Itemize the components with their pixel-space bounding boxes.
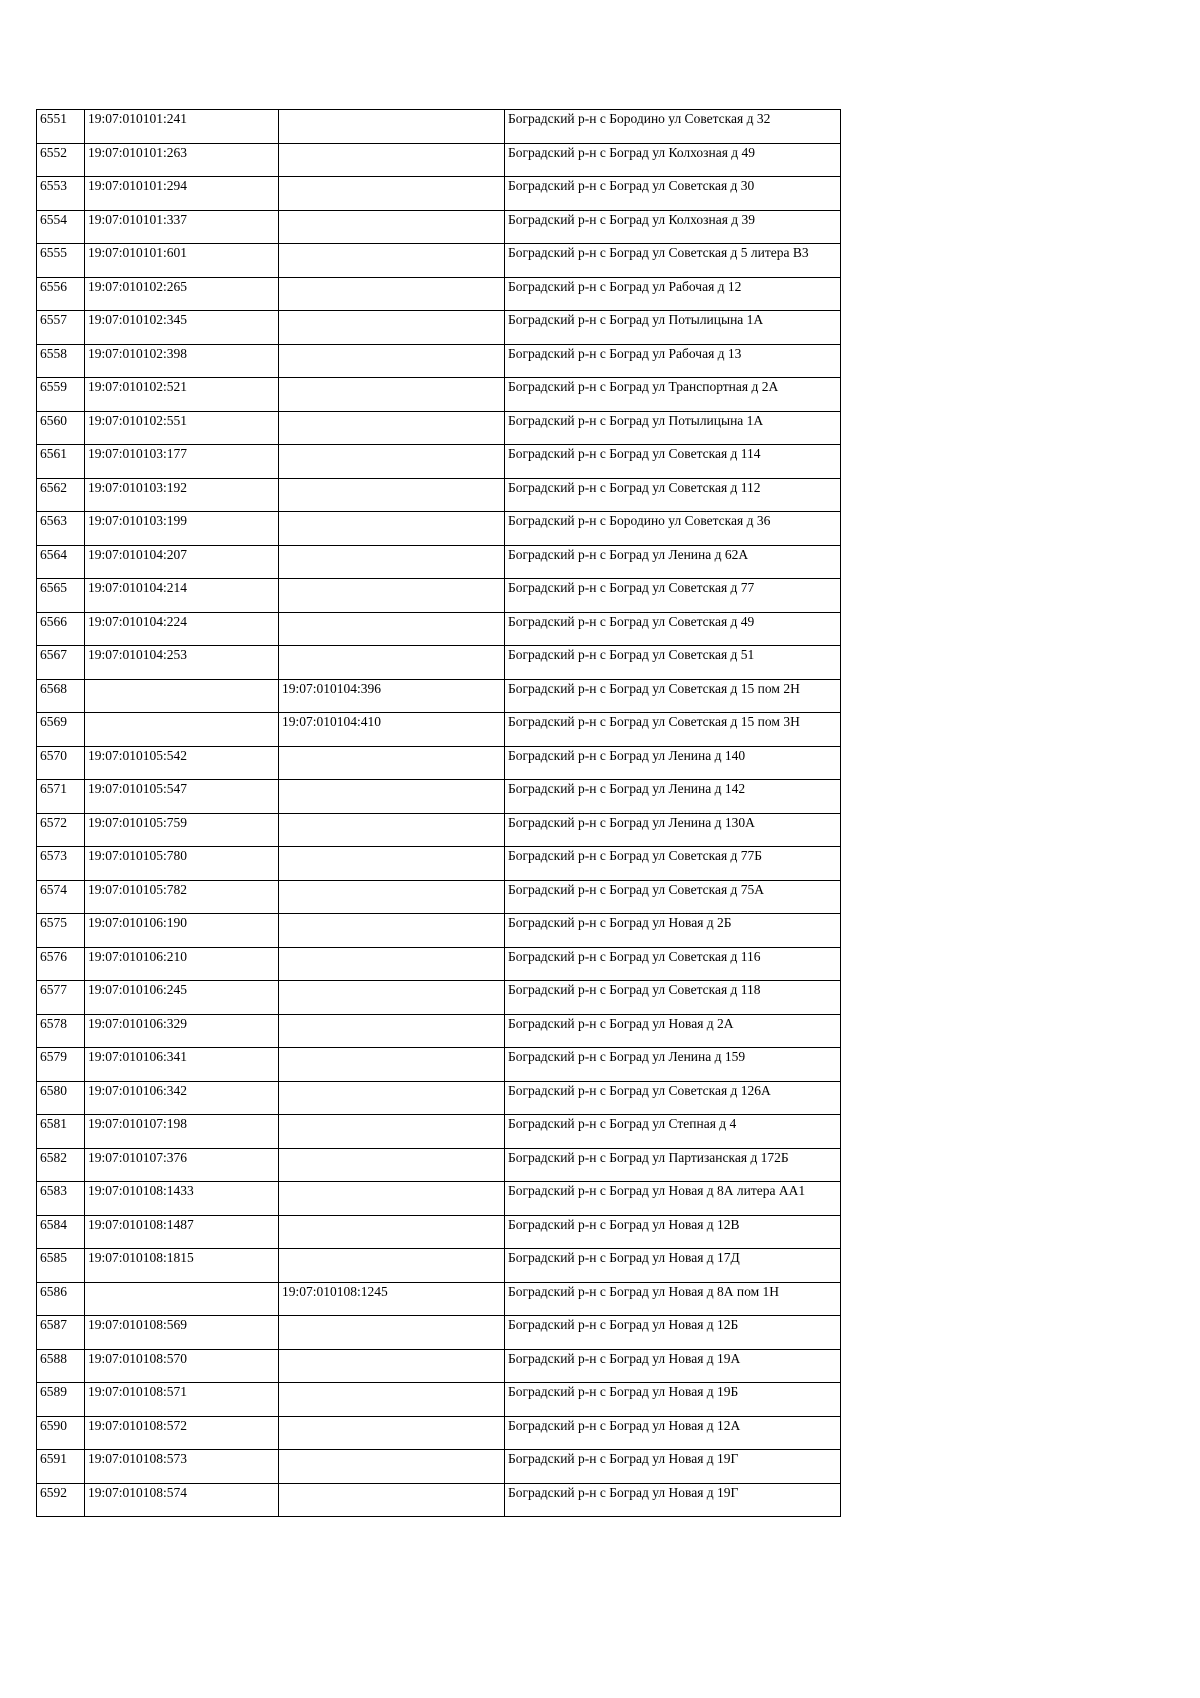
- table-row: [37, 1450, 841, 1484]
- premises-cadastral-number-cell: [279, 1249, 505, 1283]
- premises-cadastral-number-cell: [279, 311, 505, 345]
- cadastral-number-cell: 19:07:010108:1815: [85, 1249, 279, 1283]
- premises-cadastral-number-cell: [279, 378, 505, 412]
- premises-cadastral-number-cell: [279, 813, 505, 847]
- cadastral-number-cell: 19:07:010108:569: [85, 1316, 279, 1350]
- table-row: [37, 947, 841, 981]
- cadastral-number-cell: 19:07:010102:398: [85, 344, 279, 378]
- address-cell: Боградский р-н с Боград ул Ленина д 142: [505, 780, 841, 814]
- address-cell: Боградский р-н с Боград ул Новая д 12В: [505, 1215, 841, 1249]
- premises-cadastral-number-cell: [279, 1316, 505, 1350]
- premises-cadastral-number-cell: [279, 1349, 505, 1383]
- premises-cadastral-number-cell: [279, 1081, 505, 1115]
- table-row: [37, 847, 841, 881]
- table-row: [37, 981, 841, 1015]
- row-number-cell: 6553: [37, 177, 85, 211]
- premises-cadastral-number-cell: [279, 445, 505, 479]
- address-cell: Боградский р-н с Боград ул Советская д 116: [505, 947, 841, 981]
- cadastral-number-cell: 19:07:010101:337: [85, 210, 279, 244]
- premises-cadastral-number-cell: [279, 1182, 505, 1216]
- cadastral-number-cell: 19:07:010105:759: [85, 813, 279, 847]
- premises-cadastral-number-cell: [279, 947, 505, 981]
- address-cell: Боградский р-н с Боград ул Потылицына 1А: [505, 411, 841, 445]
- premises-cadastral-number-cell: [279, 746, 505, 780]
- address-cell: Боградский р-н с Боград ул Колхозная д 49: [505, 143, 841, 177]
- cadastral-number-cell: 19:07:010102:345: [85, 311, 279, 345]
- row-number-cell: 6557: [37, 311, 85, 345]
- premises-cadastral-number-cell: [279, 277, 505, 311]
- cadastral-number-cell: 19:07:010108:573: [85, 1450, 279, 1484]
- cadastral-number-cell: 19:07:010108:1433: [85, 1182, 279, 1216]
- row-number-cell: 6571: [37, 780, 85, 814]
- cadastral-number-cell: 19:07:010103:192: [85, 478, 279, 512]
- premises-cadastral-number-cell: [279, 1450, 505, 1484]
- row-number-cell: 6568: [37, 679, 85, 713]
- cadastral-number-cell: 19:07:010106:245: [85, 981, 279, 1015]
- row-number-cell: 6588: [37, 1349, 85, 1383]
- table-row: [37, 1483, 841, 1517]
- address-cell: Боградский р-н с Боград ул Новая д 12Б: [505, 1316, 841, 1350]
- cadastral-number-cell: [85, 713, 279, 747]
- table-row: [37, 579, 841, 613]
- cadastral-number-cell: 19:07:010104:214: [85, 579, 279, 613]
- address-cell: Боградский р-н с Боград ул Ленина д 130А: [505, 813, 841, 847]
- cadastral-number-cell: 19:07:010101:601: [85, 244, 279, 278]
- address-cell: Боградский р-н с Боград ул Потылицына 1А: [505, 311, 841, 345]
- table-row: [37, 378, 841, 412]
- address-cell: Боградский р-н с Боград ул Новая д 8А пом 1Н: [505, 1282, 841, 1316]
- address-cell: Боградский р-н с Боград ул Новая д 19А: [505, 1349, 841, 1383]
- premises-cadastral-number-cell: [279, 1115, 505, 1149]
- address-cell: Боградский р-н с Боград ул Новая д 19Г: [505, 1450, 841, 1484]
- address-cell: Боградский р-н с Боград ул Новая д 19Б: [505, 1383, 841, 1417]
- cadastral-number-cell: 19:07:010105:547: [85, 780, 279, 814]
- table-row: [37, 780, 841, 814]
- premises-cadastral-number-cell: [279, 210, 505, 244]
- premises-cadastral-number-cell: [279, 1048, 505, 1082]
- address-cell: Боградский р-н с Боград ул Советская д 49: [505, 612, 841, 646]
- premises-cadastral-number-cell: [279, 1148, 505, 1182]
- premises-cadastral-number-cell: [279, 646, 505, 680]
- premises-cadastral-number-cell: [279, 478, 505, 512]
- table-row: [37, 1349, 841, 1383]
- cadastral-number-cell: 19:07:010108:572: [85, 1416, 279, 1450]
- address-cell: Боградский р-н с Боград ул Колхозная д 39: [505, 210, 841, 244]
- row-number-cell: 6554: [37, 210, 85, 244]
- table-row: [37, 344, 841, 378]
- row-number-cell: 6591: [37, 1450, 85, 1484]
- address-cell: Боградский р-н с Боград ул Новая д 19Г: [505, 1483, 841, 1517]
- table-row: [37, 110, 841, 144]
- table-row: [37, 1316, 841, 1350]
- row-number-cell: 6578: [37, 1014, 85, 1048]
- cadastral-number-cell: 19:07:010108:1487: [85, 1215, 279, 1249]
- table-row: [37, 512, 841, 546]
- premises-cadastral-number-cell: [279, 780, 505, 814]
- cadastral-number-cell: 19:07:010105:780: [85, 847, 279, 881]
- cadastral-number-cell: 19:07:010104:253: [85, 646, 279, 680]
- row-number-cell: 6584: [37, 1215, 85, 1249]
- premises-cadastral-number-cell: [279, 1416, 505, 1450]
- table-row: [37, 1148, 841, 1182]
- row-number-cell: 6583: [37, 1182, 85, 1216]
- premises-cadastral-number-cell: [279, 512, 505, 546]
- row-number-cell: 6567: [37, 646, 85, 680]
- row-number-cell: 6572: [37, 813, 85, 847]
- premises-cadastral-number-cell: 19:07:010108:1245: [279, 1282, 505, 1316]
- cadastral-number-cell: 19:07:010108:571: [85, 1383, 279, 1417]
- address-cell: Боградский р-н с Боград ул Партизанская д 172Б: [505, 1148, 841, 1182]
- cadastral-number-cell: 19:07:010104:224: [85, 612, 279, 646]
- row-number-cell: 6566: [37, 612, 85, 646]
- table-row: [37, 713, 841, 747]
- table-row: [37, 244, 841, 278]
- cadastral-number-cell: 19:07:010106:329: [85, 1014, 279, 1048]
- premises-cadastral-number-cell: [279, 914, 505, 948]
- table-row: [37, 445, 841, 479]
- cadastral-number-cell: 19:07:010102:265: [85, 277, 279, 311]
- address-cell: Боградский р-н с Боград ул Советская д 77Б: [505, 847, 841, 881]
- premises-cadastral-number-cell: [279, 411, 505, 445]
- row-number-cell: 6592: [37, 1483, 85, 1517]
- premises-cadastral-number-cell: [279, 579, 505, 613]
- address-cell: Боградский р-н с Боград ул Рабочая д 13: [505, 344, 841, 378]
- table-row: [37, 177, 841, 211]
- property-registry-table: [36, 109, 841, 1517]
- cadastral-number-cell: 19:07:010106:190: [85, 914, 279, 948]
- row-number-cell: 6579: [37, 1048, 85, 1082]
- row-number-cell: 6589: [37, 1383, 85, 1417]
- row-number-cell: 6585: [37, 1249, 85, 1283]
- address-cell: Боградский р-н с Боград ул Советская д 51: [505, 646, 841, 680]
- premises-cadastral-number-cell: [279, 110, 505, 144]
- premises-cadastral-number-cell: [279, 177, 505, 211]
- row-number-cell: 6587: [37, 1316, 85, 1350]
- table-row: [37, 1416, 841, 1450]
- table-row: [37, 210, 841, 244]
- address-cell: Боградский р-н с Боград ул Новая д 12А: [505, 1416, 841, 1450]
- cadastral-number-cell: 19:07:010106:341: [85, 1048, 279, 1082]
- row-number-cell: 6559: [37, 378, 85, 412]
- premises-cadastral-number-cell: [279, 1483, 505, 1517]
- premises-cadastral-number-cell: [279, 143, 505, 177]
- row-number-cell: 6561: [37, 445, 85, 479]
- cadastral-number-cell: 19:07:010108:574: [85, 1483, 279, 1517]
- cadastral-number-cell: [85, 679, 279, 713]
- row-number-cell: 6558: [37, 344, 85, 378]
- table-row: [37, 1048, 841, 1082]
- cadastral-number-cell: 19:07:010108:570: [85, 1349, 279, 1383]
- premises-cadastral-number-cell: [279, 545, 505, 579]
- cadastral-number-cell: 19:07:010106:210: [85, 947, 279, 981]
- premises-cadastral-number-cell: [279, 344, 505, 378]
- premises-cadastral-number-cell: [279, 847, 505, 881]
- address-cell: Боградский р-н с Боград ул Советская д 114: [505, 445, 841, 479]
- row-number-cell: 6577: [37, 981, 85, 1015]
- row-number-cell: 6576: [37, 947, 85, 981]
- row-number-cell: 6552: [37, 143, 85, 177]
- premises-cadastral-number-cell: [279, 1383, 505, 1417]
- row-number-cell: 6560: [37, 411, 85, 445]
- table-row: [37, 914, 841, 948]
- address-cell: Боградский р-н с Боград ул Советская д 75А: [505, 880, 841, 914]
- table-row: [37, 679, 841, 713]
- address-cell: Боградский р-н с Бородино ул Советская д 36: [505, 512, 841, 546]
- premises-cadastral-number-cell: [279, 981, 505, 1015]
- table-row: [37, 746, 841, 780]
- table-row: [37, 1115, 841, 1149]
- address-cell: Боградский р-н с Боград ул Советская д 126А: [505, 1081, 841, 1115]
- premises-cadastral-number-cell: [279, 244, 505, 278]
- premises-cadastral-number-cell: 19:07:010104:410: [279, 713, 505, 747]
- row-number-cell: 6563: [37, 512, 85, 546]
- table-row: [37, 813, 841, 847]
- table-row: [37, 1282, 841, 1316]
- cadastral-number-cell: 19:07:010104:207: [85, 545, 279, 579]
- address-cell: Боградский р-н с Боград ул Транспортная д 2А: [505, 378, 841, 412]
- cadastral-number-cell: 19:07:010103:199: [85, 512, 279, 546]
- row-number-cell: 6551: [37, 110, 85, 144]
- row-number-cell: 6573: [37, 847, 85, 881]
- address-cell: Боградский р-н с Боград ул Ленина д 159: [505, 1048, 841, 1082]
- cadastral-number-cell: 19:07:010107:376: [85, 1148, 279, 1182]
- cadastral-number-cell: 19:07:010105:542: [85, 746, 279, 780]
- address-cell: Боградский р-н с Боград ул Советская д 5 литера В3: [505, 244, 841, 278]
- address-cell: Боградский р-н с Боград ул Советская д 77: [505, 579, 841, 613]
- cadastral-number-cell: 19:07:010101:241: [85, 110, 279, 144]
- row-number-cell: 6562: [37, 478, 85, 512]
- row-number-cell: 6586: [37, 1282, 85, 1316]
- row-number-cell: 6575: [37, 914, 85, 948]
- cadastral-number-cell: [85, 1282, 279, 1316]
- row-number-cell: 6569: [37, 713, 85, 747]
- table-row: [37, 1249, 841, 1283]
- table-row: [37, 143, 841, 177]
- premises-cadastral-number-cell: [279, 1215, 505, 1249]
- row-number-cell: 6574: [37, 880, 85, 914]
- row-number-cell: 6581: [37, 1115, 85, 1149]
- address-cell: Боградский р-н с Боград ул Новая д 2А: [505, 1014, 841, 1048]
- cadastral-number-cell: 19:07:010106:342: [85, 1081, 279, 1115]
- table-row: [37, 1182, 841, 1216]
- registry-table-body: [37, 110, 841, 1517]
- address-cell: Боградский р-н с Боград ул Ленина д 62А: [505, 545, 841, 579]
- address-cell: Боградский р-н с Боград ул Новая д 2Б: [505, 914, 841, 948]
- row-number-cell: 6582: [37, 1148, 85, 1182]
- address-cell: Боградский р-н с Боград ул Степная д 4: [505, 1115, 841, 1149]
- address-cell: Боградский р-н с Боград ул Новая д 17Д: [505, 1249, 841, 1283]
- cadastral-number-cell: 19:07:010102:551: [85, 411, 279, 445]
- table-row: [37, 1383, 841, 1417]
- table-row: [37, 646, 841, 680]
- table-row: [37, 1081, 841, 1115]
- premises-cadastral-number-cell: [279, 880, 505, 914]
- premises-cadastral-number-cell: [279, 1014, 505, 1048]
- table-row: [37, 411, 841, 445]
- address-cell: Боградский р-н с Боград ул Советская д 15 пом 2Н: [505, 679, 841, 713]
- cadastral-number-cell: 19:07:010103:177: [85, 445, 279, 479]
- table-row: [37, 880, 841, 914]
- cadastral-number-cell: 19:07:010107:198: [85, 1115, 279, 1149]
- cadastral-number-cell: 19:07:010101:263: [85, 143, 279, 177]
- cadastral-number-cell: 19:07:010105:782: [85, 880, 279, 914]
- address-cell: Боградский р-н с Боград ул Советская д 118: [505, 981, 841, 1015]
- row-number-cell: 6556: [37, 277, 85, 311]
- table-row: [37, 612, 841, 646]
- address-cell: Боградский р-н с Боград ул Советская д 15 пом 3Н: [505, 713, 841, 747]
- table-row: [37, 478, 841, 512]
- address-cell: Боградский р-н с Боград ул Рабочая д 12: [505, 277, 841, 311]
- address-cell: Боградский р-н с Боград ул Советская д 30: [505, 177, 841, 211]
- row-number-cell: 6580: [37, 1081, 85, 1115]
- row-number-cell: 6565: [37, 579, 85, 613]
- address-cell: Боградский р-н с Бородино ул Советская д 32: [505, 110, 841, 144]
- row-number-cell: 6564: [37, 545, 85, 579]
- table-row: [37, 545, 841, 579]
- table-row: [37, 311, 841, 345]
- address-cell: Боградский р-н с Боград ул Новая д 8А литера АА1: [505, 1182, 841, 1216]
- row-number-cell: 6555: [37, 244, 85, 278]
- cadastral-number-cell: 19:07:010101:294: [85, 177, 279, 211]
- premises-cadastral-number-cell: 19:07:010104:396: [279, 679, 505, 713]
- table-row: [37, 1014, 841, 1048]
- row-number-cell: 6590: [37, 1416, 85, 1450]
- address-cell: Боградский р-н с Боград ул Советская д 112: [505, 478, 841, 512]
- row-number-cell: 6570: [37, 746, 85, 780]
- cadastral-number-cell: 19:07:010102:521: [85, 378, 279, 412]
- table-row: [37, 1215, 841, 1249]
- premises-cadastral-number-cell: [279, 612, 505, 646]
- address-cell: Боградский р-н с Боград ул Ленина д 140: [505, 746, 841, 780]
- table-row: [37, 277, 841, 311]
